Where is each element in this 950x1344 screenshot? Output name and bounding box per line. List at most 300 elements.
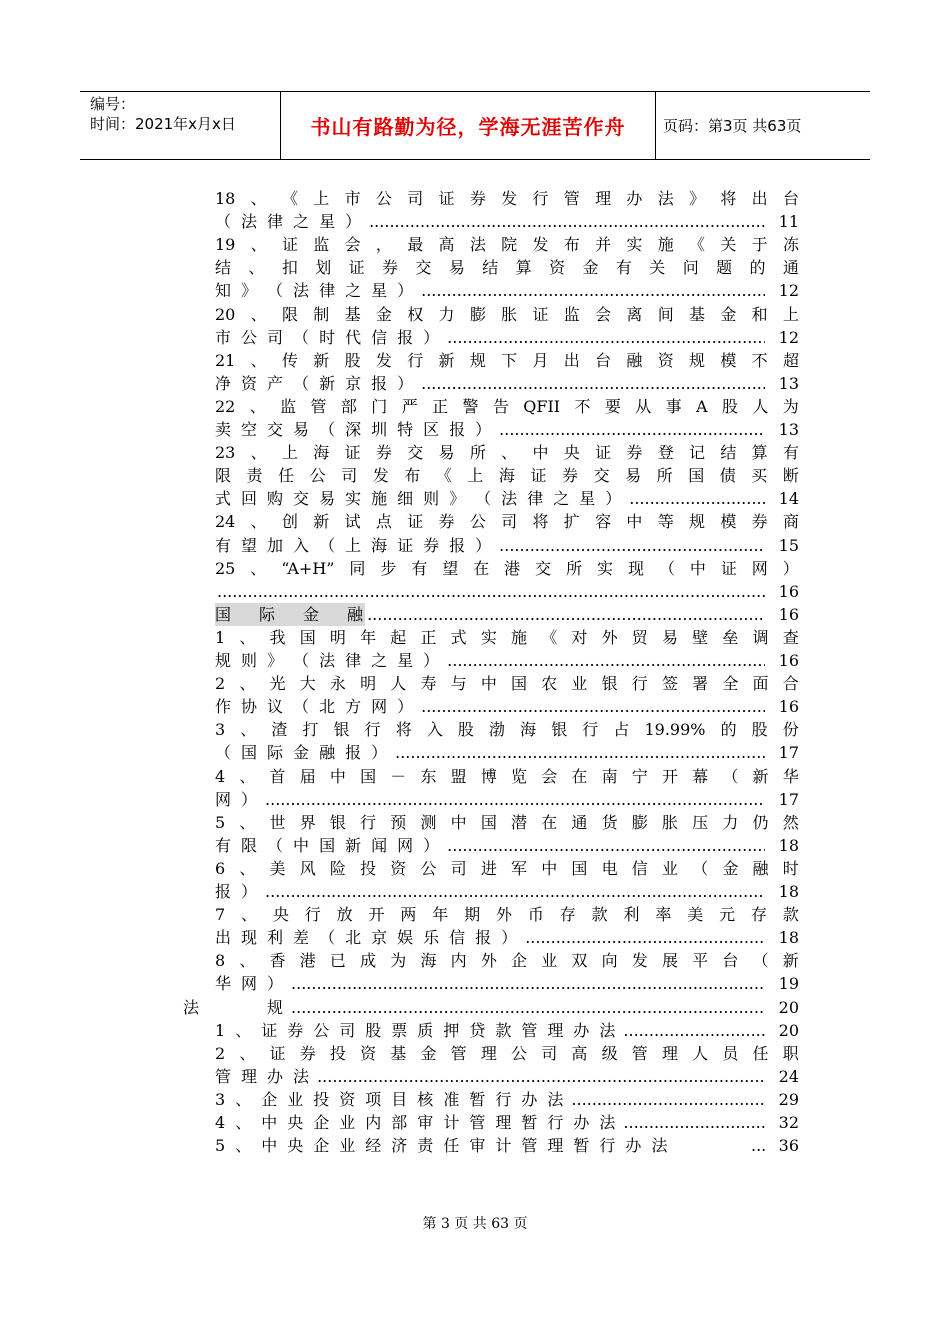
toc-char: 券 (382, 258, 399, 278)
toc-entry[interactable] (215, 1088, 799, 1111)
toc-char: 现 (241, 928, 258, 948)
dot-leader (751, 1134, 765, 1157)
toc-entry[interactable] (215, 487, 799, 510)
toc-char: 新 (782, 951, 799, 971)
toc-char: A (696, 396, 708, 416)
toc-char: 为 (782, 396, 799, 416)
toc-char: 点 (375, 512, 392, 532)
toc-page-number: 17 (778, 789, 799, 809)
toc-char: 中 (329, 766, 346, 786)
toc-char: 海 (371, 535, 388, 555)
toc-char: 胀 (661, 812, 678, 832)
toc-char: 交 (407, 443, 424, 463)
toc-char: 发 (501, 189, 518, 208)
dot-leader (447, 326, 765, 349)
toc-char: ） (345, 212, 362, 232)
toc-char: 网 (751, 558, 768, 578)
toc-char: 理 (661, 1043, 678, 1063)
toc-char: 结 (720, 443, 737, 463)
toc-char: 冻 (782, 235, 799, 255)
toc-char: 查 (782, 627, 799, 647)
toc-char: 规 (689, 512, 706, 532)
toc-char: 有 (411, 558, 428, 578)
toc-char: 已 (329, 951, 346, 971)
toc-char: 盟 (450, 766, 467, 786)
toc-char: 银 (333, 720, 350, 740)
toc-char: 时 (782, 858, 799, 878)
toc-char: 规 (689, 350, 706, 370)
toc-char: 的 (720, 720, 737, 740)
toc-char: 明 (329, 627, 346, 647)
toc-char: 内 (365, 1113, 382, 1132)
dot-leader (421, 372, 765, 395)
toc-char: 断 (782, 466, 799, 486)
toc-char: 19.99% (644, 720, 706, 740)
toc-char: 方 (345, 697, 362, 717)
toc-char: 易 (625, 466, 642, 486)
toc-page-number: 12 (778, 327, 799, 347)
toc-char: 同 (349, 558, 366, 578)
toc-char: 上 (281, 443, 298, 463)
toc-entry[interactable] (215, 326, 799, 349)
toc-char: 股 (365, 1020, 382, 1040)
toc-char: 网 (371, 697, 388, 717)
toc-char: 理 (480, 1043, 497, 1063)
toc-page-number: 19 (778, 974, 799, 994)
toc-char: 北 (319, 697, 336, 717)
toc-char: 有 (782, 443, 799, 463)
toc-char: （ (215, 212, 232, 232)
toc-char: 证 (438, 189, 455, 208)
toc-line (215, 857, 799, 880)
toc-char: 》 (241, 281, 258, 301)
toc-page-number: 13 (778, 373, 799, 393)
toc-char: 、 (239, 674, 256, 694)
toc-char: 发 (372, 466, 389, 486)
toc-char: 界 (299, 812, 316, 832)
toc-char: 署 (692, 674, 709, 694)
toc-char: 国 (360, 766, 377, 786)
toc-entry[interactable] (215, 534, 799, 557)
dot-leader (499, 418, 765, 441)
toc-entry-title (215, 418, 497, 441)
toc-entry-title (215, 210, 367, 233)
page-header (80, 91, 870, 160)
toc-char: 任 (443, 1136, 460, 1156)
toc-entry[interactable] (215, 1019, 799, 1042)
toc-char: 业 (541, 951, 558, 971)
toc-char: （ (722, 766, 739, 786)
toc-char: 券 (751, 512, 768, 532)
toc-char: 公 (313, 1020, 330, 1040)
toc-char: 上 (345, 535, 362, 555)
toc-entry[interactable] (215, 972, 799, 995)
toc-char: 23 (215, 443, 236, 463)
toc-line (215, 303, 799, 326)
toc-char: 4 (215, 766, 226, 786)
toc-char: 星 (397, 651, 414, 670)
toc-char: 监 (563, 304, 580, 324)
toc-char: 结 (215, 258, 232, 278)
toc-char: 告 (492, 396, 509, 416)
toc-entry-title (215, 1111, 621, 1134)
toc-char: 农 (541, 674, 558, 694)
toc-char: 京 (371, 928, 388, 948)
toc-entry[interactable] (215, 741, 799, 764)
toc-page-number: 20 (778, 1020, 799, 1040)
toc-char: 我 (269, 627, 286, 647)
toc-char: 明 (360, 674, 377, 694)
toc-entry-title (215, 1065, 315, 1088)
toc-char: 证 (530, 466, 547, 486)
toc-entry[interactable] (215, 788, 799, 811)
toc-char: ） (397, 281, 414, 301)
toc-entry-title (215, 1019, 621, 1042)
toc-char: 施 (511, 627, 528, 647)
toc-char: 发 (532, 235, 549, 255)
toc-char: 央 (563, 443, 580, 463)
toc-char: 东 (420, 766, 437, 786)
toc-char: 膨 (469, 304, 486, 324)
toc-char: 3 (215, 720, 226, 740)
toc-line (215, 187, 799, 210)
toc-char: （ (293, 373, 310, 393)
toc-entry-title (183, 996, 289, 1019)
toc-char: 经 (365, 1136, 382, 1156)
toc-char: 不 (574, 396, 591, 416)
toc-char: 5 (215, 1136, 226, 1156)
toc-char: 7 (215, 905, 226, 925)
toc-char: 式 (215, 489, 232, 509)
toc-page-number: 32 (778, 1113, 799, 1132)
toc-char: 实 (345, 489, 362, 509)
toc-char: 新 (313, 350, 330, 370)
toc-char: 年 (360, 627, 377, 647)
toc-char: 传 (281, 350, 298, 370)
toc-char: 通 (571, 812, 588, 832)
toc-char: ） (423, 327, 440, 347)
toc-char: 深 (345, 420, 362, 439)
toc-char: 结 (482, 258, 499, 278)
toc-char: 券 (375, 443, 392, 463)
toc-entry[interactable] (183, 996, 799, 1019)
toc-entry[interactable] (215, 1111, 799, 1134)
toc-char: 两 (400, 905, 417, 925)
toc-char: 法 (183, 997, 200, 1017)
toc-char: 容 (595, 512, 612, 532)
toc-entry[interactable] (215, 926, 799, 949)
toc-char: 算 (515, 258, 532, 278)
toc-char: 永 (329, 674, 346, 694)
toc-char: 交 (535, 558, 552, 578)
toc-char: 星 (371, 281, 388, 301)
toc-char: 圳 (371, 420, 388, 439)
toc-char: 报 (449, 535, 466, 555)
page-footer: 第 3 页 共 63 页 (422, 1216, 528, 1232)
toc-char: 任 (752, 1043, 769, 1063)
toc-char: 京 (345, 373, 362, 393)
toc-char: 业 (339, 1113, 356, 1132)
toc-line (215, 233, 799, 256)
toc-char: ） (423, 835, 440, 855)
toc-char: 中 (626, 512, 643, 532)
toc-char: 之 (345, 281, 362, 301)
toc-char: 法 (501, 489, 518, 509)
toc-char: 年 (432, 905, 449, 925)
toc-entry[interactable] (215, 649, 799, 672)
toc-char: 级 (601, 1043, 618, 1063)
dot-leader (421, 279, 765, 302)
toc-char: 大 (299, 674, 316, 694)
toc-page-number: 16 (778, 604, 799, 624)
toc-char: 新 (345, 835, 362, 855)
toc-char: 合 (782, 674, 799, 694)
toc-char: 严 (401, 396, 418, 416)
dot-leader (447, 649, 765, 672)
toc-char: 和 (751, 304, 768, 324)
toc-char: 公 (375, 189, 392, 208)
toc-char: 债 (719, 466, 736, 486)
toc-entry[interactable] (215, 580, 799, 603)
toc-entry[interactable] (215, 1065, 799, 1088)
toc-char: 限 (281, 304, 298, 324)
toc-char: 的 (749, 258, 766, 278)
toc-char: 金 (293, 743, 310, 763)
toc-char: 星 (579, 489, 596, 509)
toc-char: 制 (313, 304, 330, 324)
toc-char: 离 (626, 304, 643, 324)
toc-char: 限 (215, 466, 232, 486)
header-page-info: 页码：第3页 共63页 (663, 117, 802, 135)
toc-char: 国 (241, 743, 258, 763)
toc-char: 、 (239, 951, 256, 971)
toc-char: 3 (215, 1089, 226, 1109)
toc-char: 施 (371, 489, 388, 509)
toc-char: 娱 (397, 928, 414, 948)
toc-char: 法 (293, 1066, 310, 1086)
dot-leader (629, 487, 765, 510)
dot-leader (317, 1065, 765, 1088)
toc-char: 投 (313, 1089, 330, 1109)
toc-char: 基 (390, 1043, 407, 1063)
toc-page-number: 15 (778, 535, 799, 555)
toc-char: 律 (319, 281, 336, 301)
toc-page-number: 36 (778, 1136, 799, 1156)
toc-char: 管 (215, 1066, 232, 1086)
toc-entry-title (215, 834, 445, 857)
toc-line (215, 441, 799, 464)
toc-char: 办 (573, 1020, 590, 1040)
toc-char: 管 (469, 1113, 486, 1132)
toc-char: 览 (511, 766, 528, 786)
toc-entry-title (215, 279, 419, 302)
toc-char: 之 (371, 651, 388, 670)
toc-char: 将 (720, 189, 737, 208)
toc-char: 模 (720, 512, 737, 532)
toc-char: 券 (469, 189, 486, 208)
toc-char: ） (397, 697, 414, 717)
toc-char: 正 (420, 627, 437, 647)
toc-char: 会 (595, 304, 612, 324)
toc-char: 权 (407, 304, 424, 324)
toc-char: 间 (657, 304, 674, 324)
toc-char: 业 (287, 1089, 304, 1109)
toc-line (215, 464, 799, 487)
toc-char: 规 (469, 350, 486, 370)
toc-char: 审 (469, 1136, 486, 1156)
toc-char: 渤 (489, 720, 506, 740)
toc-char: 》 (449, 489, 466, 509)
toc-entry[interactable] (215, 210, 799, 233)
toc-char: QFII (523, 396, 561, 416)
toc-char: 入 (426, 720, 443, 740)
toc-char: 券 (423, 535, 440, 555)
toc-char: 海 (520, 720, 537, 740)
toc-line (215, 395, 799, 418)
toc-char: （ (293, 697, 310, 717)
toc-char: 质 (417, 1020, 434, 1040)
toc-char: 司 (541, 1043, 558, 1063)
toc-char: 中 (293, 835, 310, 855)
toc-char: 职 (782, 1043, 799, 1063)
toc-char: 金 (375, 304, 392, 324)
toc-entry[interactable] (215, 834, 799, 857)
toc-char: 项 (365, 1089, 382, 1109)
toc-char: 布 (404, 466, 421, 486)
toc-char: 平 (692, 951, 709, 971)
toc-line (215, 557, 799, 580)
toc-char: 行 (407, 350, 424, 370)
toc-char: 易 (319, 489, 336, 509)
toc-char: 证 (261, 1020, 278, 1040)
toc-char: 实 (626, 235, 643, 255)
toc-char: 国 (571, 858, 588, 878)
toc-char: 证 (407, 512, 424, 532)
toc-char: 所 (566, 558, 583, 578)
toc-char: 行 (631, 674, 648, 694)
toc-char: 华 (782, 766, 799, 786)
toc-char: 会 (541, 766, 558, 786)
toc-entry[interactable] (215, 372, 799, 395)
toc-char: 券 (626, 443, 643, 463)
toc-entry[interactable] (215, 1134, 799, 1157)
toc-char: 差 (293, 928, 310, 948)
toc-line (215, 256, 799, 279)
toc-char: 调 (752, 627, 769, 647)
toc-char: “A+H” (281, 558, 335, 578)
toc-char: 行 (599, 1136, 616, 1156)
toc-char: 司 (450, 858, 467, 878)
toc-char: 易 (293, 420, 310, 439)
toc-char: 会 (344, 235, 361, 255)
toc-char: 中 (689, 558, 706, 578)
toc-entry[interactable] (215, 418, 799, 441)
toc-entry-title (215, 1134, 673, 1157)
toc-char: 光 (269, 674, 286, 694)
toc-entry[interactable] (215, 279, 799, 302)
toc-char: 监 (280, 396, 297, 416)
toc-char: 法 (547, 1089, 564, 1109)
toc-char: 投 (360, 858, 377, 878)
toc-char: 法 (657, 189, 674, 208)
document-time: 时间：2021年x月x日 (90, 115, 236, 133)
toc-char: 上 (467, 466, 484, 486)
toc-char: 利 (267, 928, 284, 948)
toc-char: 闻 (371, 835, 388, 855)
dot-leader (265, 880, 765, 903)
toc-char: 存 (751, 905, 768, 925)
toc-entry[interactable] (215, 695, 799, 718)
toc-char: 理 (495, 1113, 512, 1132)
toc-char: 金 (720, 304, 737, 324)
toc-char: 所 (469, 443, 486, 463)
toc-char: 报 (215, 882, 232, 901)
toc-char: 登 (657, 443, 674, 463)
toc-char: （ (752, 951, 769, 971)
toc-char: 法 (469, 235, 486, 255)
toc-char: 中 (450, 812, 467, 832)
toc-char: 等 (657, 512, 674, 532)
toc-entry[interactable] (215, 880, 799, 903)
toc-char: 、 (250, 512, 267, 532)
toc-char: 管 (310, 396, 327, 416)
toc-char: 将 (532, 512, 549, 532)
toc-line (215, 510, 799, 533)
toc-char: 证 (720, 558, 737, 578)
toc-page-number: 18 (778, 928, 799, 948)
toc-char: 扩 (563, 512, 580, 532)
toc-char: 美 (269, 858, 286, 878)
toc-char: 、 (239, 627, 256, 647)
toc-char: 融 (752, 858, 769, 878)
toc-char: 法 (599, 1113, 616, 1132)
toc-entry[interactable] (215, 603, 799, 626)
toc-char: 人 (692, 1043, 709, 1063)
toc-char: 外 (601, 627, 618, 647)
toc-char: 股 (344, 350, 361, 370)
toc-char: 、 (239, 1043, 256, 1063)
toc-line (215, 765, 799, 788)
toc-char: 、 (235, 1113, 252, 1132)
toc-entry-title (215, 487, 627, 510)
toc-char: 20 (215, 304, 236, 324)
toc-char: 、 (248, 258, 265, 278)
toc-char: 证 (348, 258, 365, 278)
toc-char: 全 (722, 674, 739, 694)
toc-char: 票 (391, 1020, 408, 1040)
toc-entry-title (215, 326, 445, 349)
toc-char: 知 (215, 281, 232, 301)
toc-char: 国 (215, 604, 232, 624)
toc-char: 乐 (423, 928, 440, 948)
toc-char: 对 (571, 627, 588, 647)
toc-char: 力 (438, 304, 455, 324)
toc-char: 款 (782, 905, 799, 925)
toc-char: 企 (261, 1089, 278, 1109)
toc-entry-title (215, 649, 445, 672)
toc-char: 事 (665, 396, 682, 416)
toc-char: 》 (689, 189, 706, 208)
toc-char: 银 (551, 720, 568, 740)
toc-char: 出 (563, 350, 580, 370)
toc-char: 责 (246, 466, 263, 486)
toc-char: 月 (532, 350, 549, 370)
toc-char: 报 (449, 420, 466, 439)
toc-char: （ (319, 928, 336, 948)
toc-char: 成 (360, 951, 377, 971)
toc-char: 公 (511, 1043, 528, 1063)
toc-char: 际 (259, 604, 276, 624)
